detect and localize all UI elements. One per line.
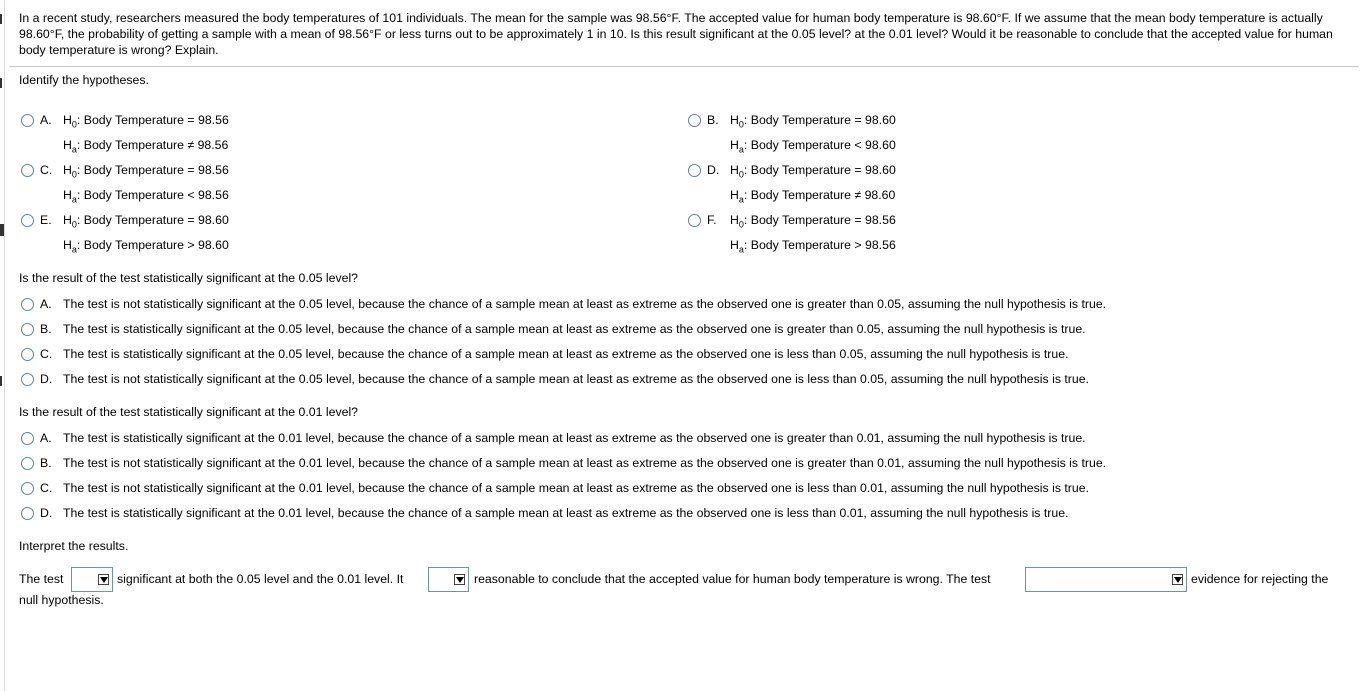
interpretation-text-4: evidence for rejecting the <box>1191 572 1329 586</box>
alternative-hypothesis: : Body Temperature > 98.60 <box>76 238 229 253</box>
hypotheses-prompt: Identify the hypotheses. <box>19 73 149 87</box>
interpretation-text-1: The test <box>19 572 64 586</box>
option-text: The test is not statistically significant at the 0.01 level, because the chance of a sample mean at least as extreme as the observed one is greater than 0.01, assuming the null hypothesis is true. <box>63 456 1107 470</box>
h0-subscript: 0 <box>738 219 744 230</box>
interpretation-text-5: null hypothesis. <box>19 593 104 607</box>
option-letter: B. <box>40 322 52 336</box>
significance-005-option-b[interactable] <box>21 322 1086 336</box>
alternative-hypothesis: : Body Temperature > 98.56 <box>743 238 896 253</box>
ha-subscript: a <box>71 194 77 205</box>
question-text: In a recent study, researchers measured the body temperatures of 101 individuals. The mean for the sample was 98.56°F. The accepted value for human body temperature is 98.60°F. If we assume that the mean body temperature is actually 98.60°F, the probability of getting a sample with a mean of 98.56°F or less turns out to be approximately 1 in 10. Is this result significant at the 0.05 level? at the 0.01 level? Would it be reasonable to conclude that the accepted value for human body temperature is wrong? Explain. <box>19 11 1333 57</box>
ha-subscript: a <box>738 244 744 255</box>
radio-button[interactable] <box>21 348 34 361</box>
h0-subscript: 0 <box>71 219 77 230</box>
h0-label: H <box>63 163 72 177</box>
option-letter: C. <box>40 347 53 361</box>
ha-label: H <box>63 138 72 153</box>
h0-subscript: 0 <box>71 169 77 180</box>
radio-button[interactable] <box>21 164 34 177</box>
radio-button[interactable] <box>21 298 34 311</box>
option-letter: D. <box>707 163 720 177</box>
dropdown-arrow-icon[interactable] <box>454 574 465 585</box>
alternative-hypothesis: : Body Temperature ≠ 98.56 <box>76 138 229 153</box>
ha-label: H <box>730 138 739 153</box>
ha-subscript: a <box>738 144 744 155</box>
hypothesis-option-b[interactable] <box>688 113 896 161</box>
significance-005-option-a[interactable] <box>21 297 1106 311</box>
option-text: The test is statistically significant at the 0.05 level, because the chance of a sample mean at least as extreme as the observed one is greater than 0.05, assuming the null hypothesis is true. <box>63 322 1086 336</box>
radio-button[interactable] <box>688 214 701 227</box>
interpret-prompt: Interpret the results. <box>19 539 129 553</box>
hypothesis-option-d[interactable] <box>688 163 896 211</box>
significance-005-prompt: Is the result of the test statistically significant at the 0.05 level? <box>19 271 359 285</box>
option-text: The test is not statistically significant at the 0.05 level, because the chance of a sample mean at least as extreme as the observed one is less than 0.05, assuming the null hypothesis is true. <box>63 372 1089 386</box>
null-hypothesis: : Body Temperature = 98.60 <box>76 213 229 227</box>
radio-button[interactable] <box>688 114 701 127</box>
ha-label: H <box>730 188 739 203</box>
dropdown-test-is[interactable] <box>71 567 113 592</box>
option-letter: D. <box>40 506 53 520</box>
radio-button[interactable] <box>21 432 34 445</box>
ha-label: H <box>63 238 72 253</box>
ha-subscript: a <box>71 244 77 255</box>
option-text: The test is not statistically significant at the 0.01 level, because the chance of a sample mean at least as extreme as the observed one is less than 0.01, assuming the null hypothesis is true. <box>63 481 1089 495</box>
alternative-hypothesis: : Body Temperature < 98.60 <box>743 138 896 153</box>
interpretation-text-2: significant at both the 0.05 level and the 0.01 level. It <box>117 572 404 586</box>
significance-001-option-d[interactable] <box>21 506 1068 520</box>
h0-subscript: 0 <box>738 169 744 180</box>
alternative-hypothesis: : Body Temperature < 98.56 <box>76 188 229 203</box>
option-letter: C. <box>40 481 53 495</box>
h0-label: H <box>730 163 739 177</box>
option-letter: D. <box>40 372 53 386</box>
option-letter: A. <box>40 297 52 311</box>
dropdown-evidence[interactable] <box>1025 567 1187 592</box>
h0-label: H <box>730 113 739 127</box>
null-hypothesis: : Body Temperature = 98.60 <box>743 163 896 177</box>
h0-label: H <box>63 213 72 227</box>
radio-button[interactable] <box>21 457 34 470</box>
ha-subscript: a <box>738 194 744 205</box>
significance-001-option-b[interactable] <box>21 456 1106 470</box>
h0-subscript: 0 <box>738 119 744 130</box>
radio-button[interactable] <box>688 164 701 177</box>
significance-005-option-d[interactable] <box>21 372 1089 386</box>
option-text: The test is not statistically significant at the 0.05 level, because the chance of a sample mean at least as extreme as the observed one is greater than 0.05, assuming the null hypothesis is true. <box>63 297 1107 311</box>
radio-button[interactable] <box>21 114 34 127</box>
option-letter: A. <box>40 431 52 445</box>
ha-label: H <box>63 188 72 203</box>
radio-button[interactable] <box>21 214 34 227</box>
option-letter: B. <box>40 456 52 470</box>
hypothesis-option-c[interactable] <box>21 163 229 211</box>
radio-button[interactable] <box>21 507 34 520</box>
significance-001-prompt: Is the result of the test statistically significant at the 0.01 level? <box>19 405 359 419</box>
option-letter: E. <box>40 213 52 227</box>
significance-005-option-c[interactable] <box>21 347 1068 361</box>
ha-subscript: a <box>71 144 77 155</box>
h0-label: H <box>730 213 739 227</box>
option-letter: B. <box>707 113 719 127</box>
left-border <box>4 0 5 691</box>
option-letter: C. <box>40 163 53 177</box>
null-hypothesis: : Body Temperature = 98.56 <box>76 163 229 177</box>
option-text: The test is statistically significant at the 0.01 level, because the chance of a sample mean at least as extreme as the observed one is greater than 0.01, assuming the null hypothesis is true. <box>63 431 1086 445</box>
question-divider <box>9 66 1359 67</box>
null-hypothesis: : Body Temperature = 98.60 <box>743 113 896 127</box>
radio-button[interactable] <box>21 323 34 336</box>
option-letter: F. <box>707 213 717 227</box>
hypothesis-option-e[interactable] <box>21 213 229 261</box>
option-text: The test is statistically significant at the 0.01 level, because the chance of a sample mean at least as extreme as the observed one is less than 0.01, assuming the null hypothesis is true. <box>63 506 1069 520</box>
hypothesis-option-a[interactable] <box>21 113 229 161</box>
alternative-hypothesis: : Body Temperature ≠ 98.60 <box>743 188 896 203</box>
radio-button[interactable] <box>21 373 34 386</box>
h0-label: H <box>63 113 72 127</box>
hypothesis-option-f[interactable] <box>688 213 896 261</box>
h0-subscript: 0 <box>71 119 77 130</box>
ha-label: H <box>730 238 739 253</box>
null-hypothesis: : Body Temperature = 98.56 <box>743 213 896 227</box>
dropdown-arrow-icon[interactable] <box>1172 574 1183 585</box>
dropdown-reasonable[interactable] <box>428 567 469 592</box>
significance-001-option-a[interactable] <box>21 431 1086 445</box>
interpretation-sentence <box>19 567 1359 611</box>
null-hypothesis: : Body Temperature = 98.56 <box>76 113 229 127</box>
significance-001-option-c[interactable] <box>21 481 1089 495</box>
interpretation-text-3: reasonable to conclude that the accepted value for human body temperature is wrong. The test <box>474 572 991 586</box>
option-letter: A. <box>40 113 52 127</box>
dropdown-arrow-icon[interactable] <box>98 574 109 585</box>
option-text: The test is statistically significant at the 0.05 level, because the chance of a sample mean at least as extreme as the observed one is less than 0.05, assuming the null hypothesis is true. <box>63 347 1069 361</box>
radio-button[interactable] <box>21 482 34 495</box>
